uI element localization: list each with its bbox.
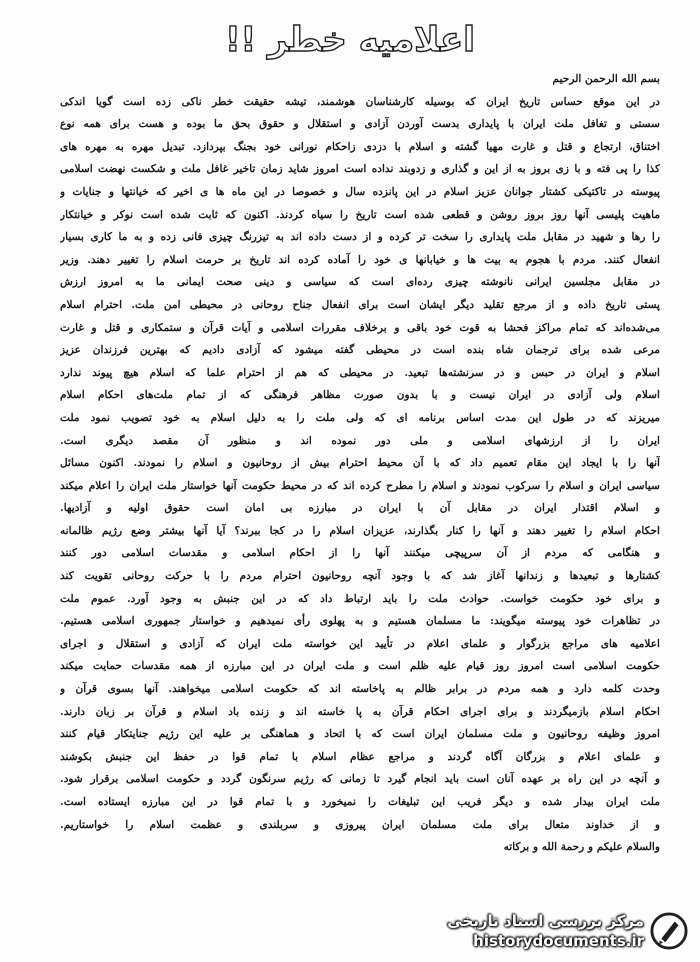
watermark-footer xyxy=(378,910,688,954)
body-line: در مقابل مجلسین ایرانی نانوشته چیزی رده‌ای است که سیاسی و دینی صحت ایمانی ما به امروز ارزش xyxy=(60,276,660,289)
body-line: اسلام و ایران در حبس و در سرنشته‌ها تبعید. در محیطی که هم از احترام علما که اسلام هیچ پیوند ندارد xyxy=(60,366,660,379)
body-line: احکام اسلام بازمیگردند و برای اجرای احکام قرآن به پا خاسته اند و زنده باد اسلام و قرآن بر زبان دارند. xyxy=(60,705,660,718)
body-line: ماهیت پلیسی آنها روز بروز روشن و قطعی شده است تاریخ را سیاه کردند. اکنون که ثابت شده است نوکر و خیانتکار xyxy=(60,208,660,221)
body-line: در تظاهرات خود پیوسته میگویند: ما مسلمان هستیم و به پهلوی رأی نمیدهیم و خواستار جمهوری اسلامی هستیم. xyxy=(60,615,660,628)
body-line: و اسلام اقتدار ایران در مقابل آن با ایران در مبارزه بی امان است حقوق اولیه و آزادیها. xyxy=(60,502,660,515)
archive-name: مرکز بررسی اسناد تاریخی xyxy=(447,912,644,930)
body-lines xyxy=(60,91,660,837)
body-line: می‌شده‌اند که تمام مراکز فحشا به قوت خود باقی و برخلاف مقررات اسلامی و آیات قرآن و ستمکاری و قتل و غارت xyxy=(60,321,660,334)
body-line: اسلام ولی آزادی در ایران نیست و با بدون صورت مظاهر فرهنگی که از تمام ملت‌های احکام اسلام xyxy=(60,389,660,402)
body-line: اختناق، ارتجاع و قتل و غارت مهیا گشته و اسلام با دزدی زاحکام نورانی خود بجنگ بپردازد. تبدیل مهره به مهره های xyxy=(60,140,660,153)
closing-line: والسلام علیکم و رحمة الله و برکاته xyxy=(503,841,660,854)
body-line: ایران را از ارزشهای اسلامی و ملی دور نموده اند و منظور آن مقصد دیگری است. xyxy=(60,434,660,447)
document-center-logo-icon xyxy=(650,912,688,950)
body-line: پستی تاریخ داده و از مرجع تقلید دیگر ایشان است برای انفعال جناح روحانی در محیطی امن ملت. احترام اسلام xyxy=(60,298,660,311)
body-line: وحدت کلمه دارد و همه مردم در برابر ظالم به پاخاسته اند که حکومت اسلامی میخواهند. آنها بسوی قرآن و xyxy=(60,683,660,696)
body-line: و هنگامی که مردم از آن سرپیچی میکنند آنها را از احکام اسلامی و مقدسات اسلامی دور کنند xyxy=(60,547,660,560)
body-line: کشتارها و تبعیدها و زندانها آغاز شد که با وجود آنچه روحانیون احترام مردم را با حرکت روحانی تقویت کند xyxy=(60,570,660,583)
body-line: را رها و شهید در مقابل ملت پایداری را سخت تر کرده و از دست داده اند به تیزرنگ چیزی فانی زده و به ما کاری بسیار xyxy=(60,231,660,244)
body-line: مرعی شده برای ترجمان شاه بنده است در محیطی گفته میشود که آزادی دادیم که بهترین فرزندان عزیز xyxy=(60,344,660,357)
body-line: سیاسی ایران و اسلام را سرکوب نمودند و اسلام را مطرح کرده اند که در محیط حکومت آنها خواستار ملت ایران را اعلام میکند xyxy=(60,479,660,492)
body-line: سستی و تغافل ملت ایران با پایداری بدست آوردن آزادی و استقلال و حقوق بحق ما بوده و هست برای همه نوع xyxy=(60,118,660,131)
body-line: کذا را پی فته و با زی بروز به از این و گذاری و زدوبند نداده است امروز شاید زمان تاخیر غافل ملت و شکست نهضت اسلامی xyxy=(60,163,660,176)
opening-line: بسم الله الرحمن الرحیم xyxy=(552,73,660,85)
body-line: امروز وظیفه روحانیون و ملت مسلمان ایران است که با اتحاد و هماهنگی بر علیه این رژیم جنایتکار قیام کنند xyxy=(60,728,660,741)
document-title: اعلامیه خطر !! xyxy=(225,20,475,60)
body-line: و آنچه در این راه بر عهده آنان است باید انجام گیرد تا زمانی که رژیم سرنگون گردد و حکومت اسلامی برقرار شود. xyxy=(60,773,660,786)
body-line: حکومت اسلامی است امروز روز قیام علیه ظلم است و ملت ایران در این مبارزه از همه مقدسات حمایت میکند xyxy=(60,660,660,673)
body-line: اعلامیه های مراجع بزرگوار و علمای اعلام در تأیید این خواسته ملت ایران که آزادی و استقلال و اجرای xyxy=(60,637,660,650)
body-line: ملت ایران بیدار شده و دیگر فریب این تبلیغات را نمیخورد و با تمام قوا در این مبارزه ایستاده است. xyxy=(60,796,660,808)
document-body xyxy=(60,68,660,859)
body-line: در این موقع حساس تاریخ ایران که بوسیله کارشناسان هوشمند، تیشه حقیقت خطر ناکی زده است گویا اندکی xyxy=(60,95,660,108)
body-line: پیوسته در تاکتیکی کشتار جوانان عزیز اسلام در این پانزده سال و خصوصا در این ماه ها ی اخیر که خیانتها و جنایات و xyxy=(60,185,660,198)
body-line: احکام اسلام را تغییر دهند و آنها را کنار بگذارند، عزیزان اسلام را در کجا ببرند؟ آیا آنها بیشتر وضع رژیم ظالمانه xyxy=(60,524,660,537)
body-line: و علمای اعلام و بزرگان آگاه گردند و مراجع عظام اسلام با تمام قوا در حفظ این جنبش بکوشند xyxy=(60,750,660,763)
body-line: میریزند که در طول این مدت اساس برنامه ای که ولی ملت را به دلیل اسلام به خود تصویب نمود ملت xyxy=(60,411,660,424)
body-line: و از خداوند متعال برای ملت مسلمان ایران پیروزی و سربلندی و عظمت اسلام را خواستاریم. xyxy=(60,818,660,831)
body-line: آنها را با ایجاد این مقام تعمیم داد که با آن محیط احترام بیش از روحانیون و اسلام را نمودند. اکنون مسائل xyxy=(60,457,660,470)
archive-url: historydocuments.ir xyxy=(473,932,644,950)
body-line: انفعال کنند. مردم با هجوم به بیت ها و خیابانها ی خود را آماده کرده اند تاریخ بر حرمت اسلام را تغییر دهند. وزیر xyxy=(60,253,660,266)
body-line: و برای خود حکومت خواست. حوادث ملت را باید ارتباط داد که در این جنبش به وجود آورد. عموم ملت xyxy=(60,592,660,605)
